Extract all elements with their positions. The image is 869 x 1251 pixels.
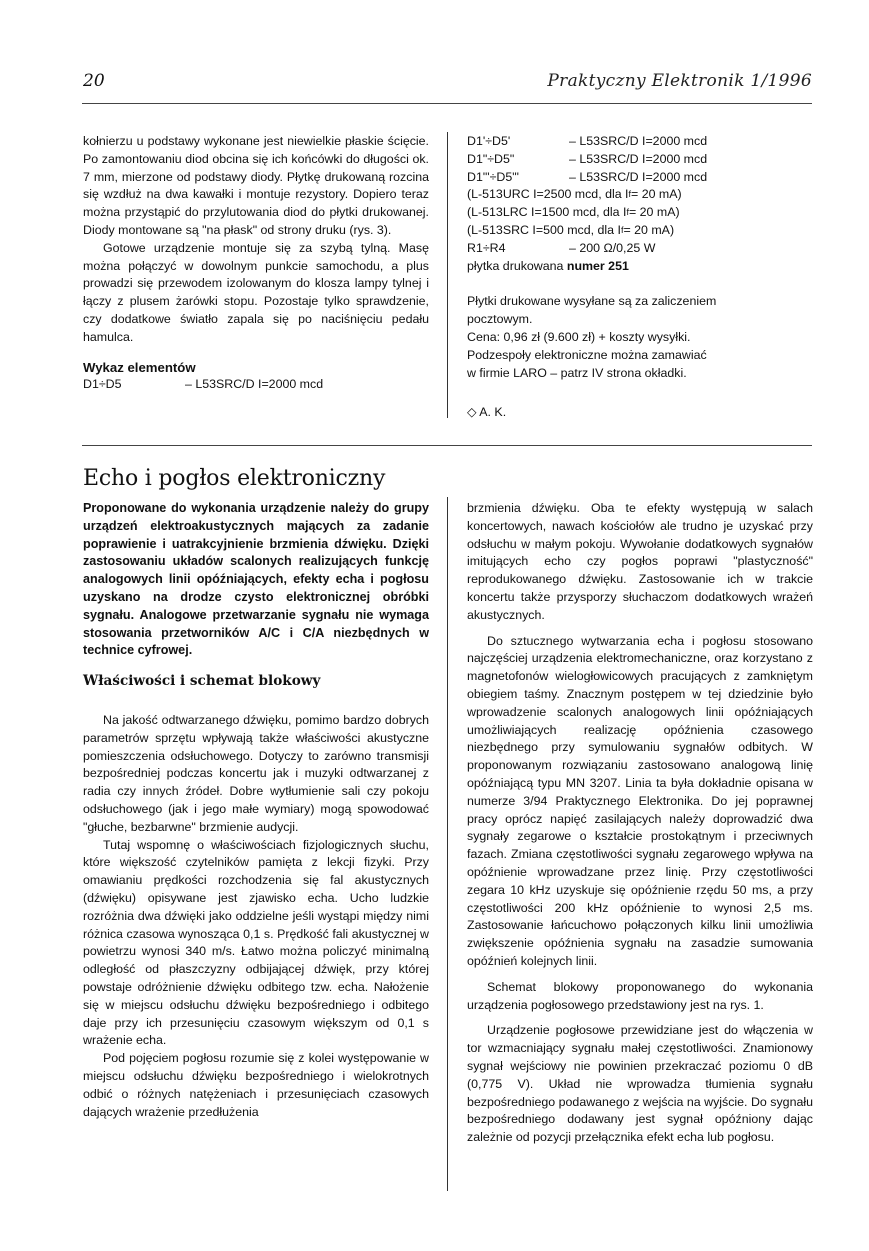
section-title: Właściwości i schemat blokowy bbox=[83, 673, 321, 690]
article-right-column bbox=[467, 500, 813, 1147]
part-value: – L53SRC/D I=2000 mcd bbox=[185, 377, 324, 392]
parts-list-item bbox=[467, 240, 813, 258]
parts-list-item bbox=[83, 376, 429, 394]
ordering-info bbox=[467, 293, 813, 382]
parts-list-heading: Wykaz elementów bbox=[83, 359, 196, 375]
paragraph: Urządzenie pogłosowe przewidziane jest do włączenia w tor wzmacniający sygnału małej częstotliwości. Znamionowy sygnał wejściowy nie powinien przekraczać poziomu 0 dB (0,775 V). Układ nie wprowadza tłumienia sygnału bezpośredniego podawanego z wejścia na wyjście. Do sygnału bezpośredniego dodawany jest sygnał opóźniony dając zależnie od pozycji przełącznika efekt echa lub pogłosu. bbox=[467, 1023, 813, 1145]
paragraph: kołnierzu u podstawy wykonane jest niewielkie płaskie ścięcie. Po zamontowaniu diod obcina się ich końcówki do długości ok. 7 mm, mierzone od podstawy diody. Płytkę drukowaną rozcina się wzdłuż na dwa kawałki i montuje rezystory. Dopiero teraz można przystąpić do przylutowania diod do płytki drukowanej. Diody montowane są "na płask" od strony druku (rys. 3). bbox=[83, 134, 429, 237]
article-title: Echo i pogłos elektroniczny bbox=[83, 465, 386, 491]
alt-text: (L-513URC I=2500 mcd, dla I bbox=[467, 187, 629, 202]
info-line: pocztowym. bbox=[467, 312, 533, 327]
part-name: D1"÷D5" bbox=[467, 151, 515, 166]
column-divider bbox=[447, 132, 448, 418]
alt-subscript: f bbox=[626, 207, 629, 218]
alternative-part bbox=[467, 186, 813, 204]
alt-subscript: f bbox=[620, 224, 624, 235]
alternative-part bbox=[467, 204, 813, 222]
pcb-label: płytka drukowana bbox=[467, 258, 567, 273]
alt-text: (L-513SRC I=500 mcd, dla I bbox=[467, 222, 621, 237]
prev-article-right-column bbox=[467, 133, 813, 422]
part-value: – L53SRC/D I=2000 mcd bbox=[569, 169, 708, 184]
part-value: – L53SRC/D I=2000 mcd bbox=[569, 151, 708, 166]
info-line: Płytki drukowane wysyłane są za zaliczeniem bbox=[467, 294, 717, 309]
parts-list-item bbox=[467, 169, 813, 187]
article-separator-rule bbox=[82, 445, 812, 446]
info-line: w firmie LARO – patrz IV strona okładki. bbox=[467, 365, 687, 380]
part-value: – 200 Ω/0,25 W bbox=[569, 240, 656, 255]
part-name: D1"'÷D5"' bbox=[467, 169, 520, 184]
info-line: Podzespoły elektroniczne można zamawiać bbox=[467, 347, 707, 362]
paragraph: Do sztucznego wytwarzania echa i pogłosu stosowano najczęściej urządzenia elektromechaniczne, oraz korzystano z magnetofonów wielogłowicowych pracujących z zamkniętym obiegiem taśmy. Znacznym postępem w tej dziedzinie było wprowadzenie scalonych analogowych linii opóźniających umożliwiających realizację opóźnienia czasowego niezbędnego przy symulowaniu sygnałów odbitych. W proponowanym rozwiązaniu zastosowano analogową linię opóźniającą typu MN 3207. Linia ta była dokładnie opisana w numerze 3/94 Praktycznego Elektronika. Do jej poprawnej pracy oprócz napięć zasilających należy doprowadzić dwa sygnały zegarowe o kształcie prostokątnym i przeciwnych fazach. Zmiana częstotliwości sygnału zegarowego wpływa na opóźnienie wprowadzane przez linię. Przy częstotliwości zegara 10 kHz uzyskuje się opóźnienie rzędu 50 ms, a przy częstotliwości 200 kHz opóźnienie to wynosi 2,5 ms. Zastosowanie łańcuchowo połączonych kilku linii umożliwia zwiększenie opóźnienia sygnału na zasadzie sumowania opóźnień kolejnych linii. bbox=[467, 633, 813, 968]
alternative-part bbox=[467, 222, 813, 240]
part-name: D1'÷D5' bbox=[467, 134, 511, 148]
pcb-number-line bbox=[467, 258, 813, 276]
paragraph: brzmienia dźwięku. Oba te efekty występują w salach koncertowych, nawach kościołów ale trudno je uzyskać przy odsłuchu w małym pokoju. Wywołanie dodatkowych sygnałów imitujących echo czy pogłos poprawi "plastyczność" reprodukowanego dźwięku. Zastosowanie ich w trakcie koncertu także przysporzy słuchaczom dodatkowych wrażeń akustycznych. bbox=[467, 501, 813, 622]
pcb-number: numer 251 bbox=[566, 258, 629, 273]
article-lead: Proponowane do wykonania urządzenie należy do grupy urządzeń elektroakustycznych mających za zadanie poprawienie i uatrakcyjnienie brzmienia dźwięku. Dzięki zastosowaniu układów scalonych realizujących funkcję analogowych linii opóźniających, efekty echa i pogłosu uzyskano na drodze czysto elektronicznej obróbki sygnału. Analogowe przetwarzanie sygnału nie wymaga stosowania przetworników A/C i C/A niezbędnych w technice cyfrowej. bbox=[83, 501, 429, 658]
page-number: 20 bbox=[83, 71, 105, 91]
column-divider bbox=[447, 497, 448, 1191]
paragraph: Gotowe urządzenie montuje się za szybą tylną. Masę można połączyć w dowolnym punkcie samochodu, a plus prowadzi się przewodem izolowanym do klosza lampy tylnej i łączy z plusem żarówki stopu. Pozostaje tylko sprawdzenie, czy dodatkowe światło zapala się po naciśnięciu pedału hamulca. bbox=[83, 240, 429, 344]
alt-text: (L-513LRC I=1500 mcd, dla I bbox=[467, 205, 627, 220]
part-name: D1÷D5 bbox=[83, 377, 122, 392]
article-left-column bbox=[83, 500, 429, 1121]
paragraph: Tutaj wspomnę o właściwościach fizjologicznych słuchu, które większość czytelników pamięta z lekcji fizyki. Przy omawianiu prędkości rozchodzenia się fal akustycznych (dźwięku) opisywane jest zjawisko echa. Ucho ludzkie rozróżnia dwa dźwięki jako oddzielne jeśli wystąpi między nimi różnica czasowa wynosząca 0,1 s. Prędkość fali akustycznej w powietrzu wynosi 340 m/s. Łatwo można policzyć minimalną odległość od płaszczyzny odbijającej dźwięk, przy której powstaje odróżnienie dźwięku odbitego tzw. echa. Nałożenie się w miejscu odsłuchu dźwięku bezpośredniego i odbitego daje przy ich przesunięciu czasowym większym od 0,1 s wrażenie echa. bbox=[83, 837, 429, 1048]
paragraph: Pod pojęciem pogłosu rozumie się z kolei występowanie w miejscu odsłuchu dźwięku bezpośredniego i wielokrotnych odbić o różnych natężeniach i przesunięciach czasowych dających wrażenie przedłużenia bbox=[83, 1051, 429, 1119]
author-signature: ◇ A. K. bbox=[467, 405, 507, 420]
header-rule bbox=[82, 103, 812, 104]
paragraph: Schemat blokowy proponowanego do wykonania urządzenia pogłosowego przedstawiony jest na rys. 1. bbox=[467, 979, 813, 1012]
prev-article-left-column bbox=[83, 133, 429, 394]
part-name: R1÷R4 bbox=[467, 240, 506, 255]
alt-tail: = 20 mA) bbox=[628, 205, 680, 220]
paragraph: Na jakość odtwarzanego dźwięku, pomimo bardzo dobrych parametrów sprzętu wpływają także właściwości akustyczne pomieszczenia odsłuchowego. Dotyczy to zarówno transmisji bezpośredniej podczas koncertu jak i muzyki odtwarzanej z radia czy innych źródeł. Dobre wytłumienie sali czy pokoju odsłuchowego (jak i jego małe wymiary) mogą spowodować "głuche, bezbarwne" brzmienie audycji. bbox=[83, 712, 429, 834]
parts-list-item bbox=[467, 151, 813, 169]
alt-subscript: f bbox=[628, 189, 632, 200]
alt-tail: = 20 mA) bbox=[631, 187, 682, 202]
part-value: – L53SRC/D I=2000 mcd bbox=[569, 134, 708, 148]
alt-tail: = 20 mA) bbox=[623, 222, 675, 237]
parts-list-item bbox=[467, 133, 813, 151]
info-line: Cena: 0,96 zł (9.600 zł) + koszty wysyłki. bbox=[467, 329, 691, 344]
running-title: Praktyczny Elektronik 1/1996 bbox=[547, 71, 812, 91]
